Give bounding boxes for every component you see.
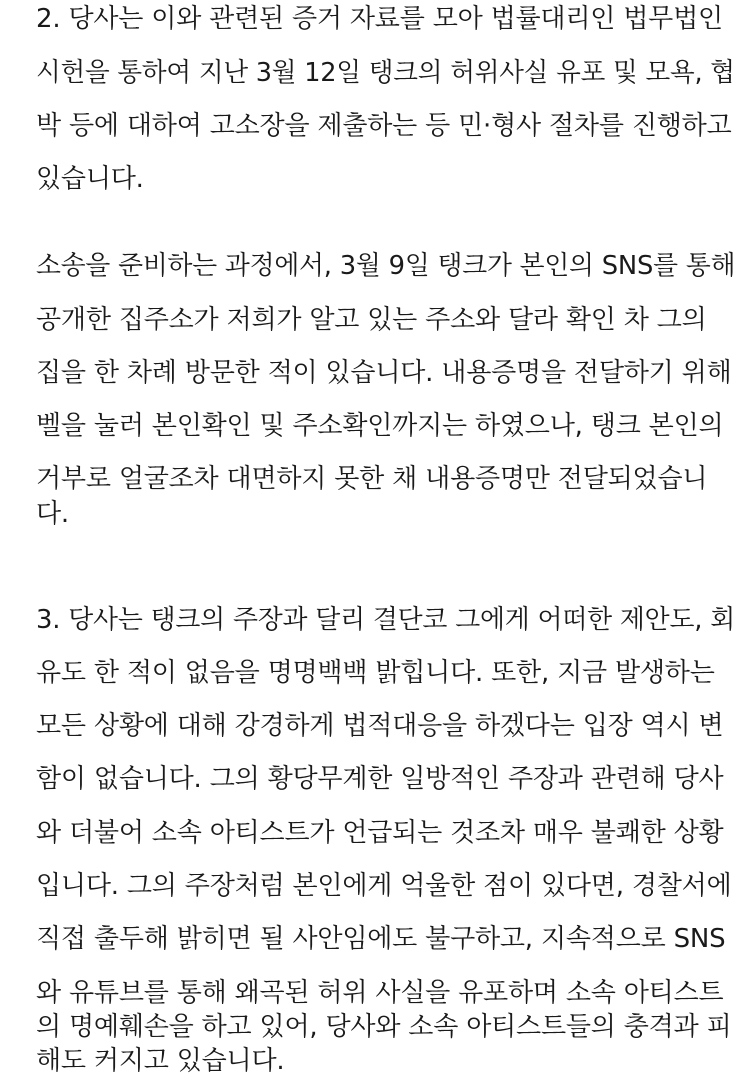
paragraph-3-line-3: 모든 상황에 대해 강경하게 법적대응을 하겠다는 입장 역시 변 [36,711,724,741]
paragraph-2-line-5: 거부로 얼굴조차 대면하지 못한 채 내용증명만 전달되었습니 [36,464,708,494]
paragraph-2-line-3: 집을 한 차례 방문한 적이 있습니다. 내용증명을 전달하기 위해 [36,358,732,388]
paragraph-1-line-3: 박 등에 대하여 고소장을 제출하는 등 민·형사 절차를 진행하고 [36,111,732,141]
paragraph-3-line-1: 3. 당사는 탱크의 주장과 달리 결단코 그에게 어떠한 제안도, 회 [36,605,736,635]
paragraph-2-line-2: 공개한 집주소가 저희가 알고 있는 주소와 달라 확인 차 그의 [36,305,707,335]
paragraph-3-line-6: 입니다. 그의 주장처럼 본인에게 억울한 점이 있다면, 경찰서에 [36,871,732,901]
paragraph-2-line-1: 소송을 준비하는 과정에서, 3월 9일 탱크가 본인의 SNS를 통해 [36,251,736,281]
paragraph-3-line-7: 직접 출두해 밝히면 될 사안임에도 불구하고, 지속적으로 SNS [36,924,726,954]
paragraph-1-line-2: 시헌을 통하여 지난 3월 12일 탱크의 허위사실 유포 및 모욕, 협 [36,58,735,88]
paragraph-3-line-8: 와 유튜브를 통해 왜곡된 허위 사실을 유포하며 소속 아티스트 [36,978,724,1008]
paragraph-3-line-2: 유도 한 적이 없음을 명명백백 밝힙니다. 또한, 지금 발생하는 [36,658,715,688]
paragraph-1-line-1: 2. 당사는 이와 관련된 증거 자료를 모아 법률대리인 법무법인 [36,4,723,34]
paragraph-3-line-9: 의 명예훼손을 하고 있어, 당사와 소속 아티스트들의 충격과 피 [36,1012,732,1042]
paragraph-1-line-4: 있습니다. [36,164,144,194]
paragraph-2-line-4: 벨을 눌러 본인확인 및 주소확인까지는 하였으나, 탱크 본인의 [36,411,724,441]
paragraph-3-line-4: 함이 없습니다. 그의 황당무계한 일방적인 주장과 관련해 당사 [36,764,724,794]
paragraph-2-line-6: 다. [36,499,69,529]
paragraph-3-line-5: 와 더불어 소속 아티스트가 언급되는 것조차 매우 불쾌한 상황 [36,818,724,848]
paragraph-3-line-10: 해도 커지고 있습니다. [36,1046,285,1076]
